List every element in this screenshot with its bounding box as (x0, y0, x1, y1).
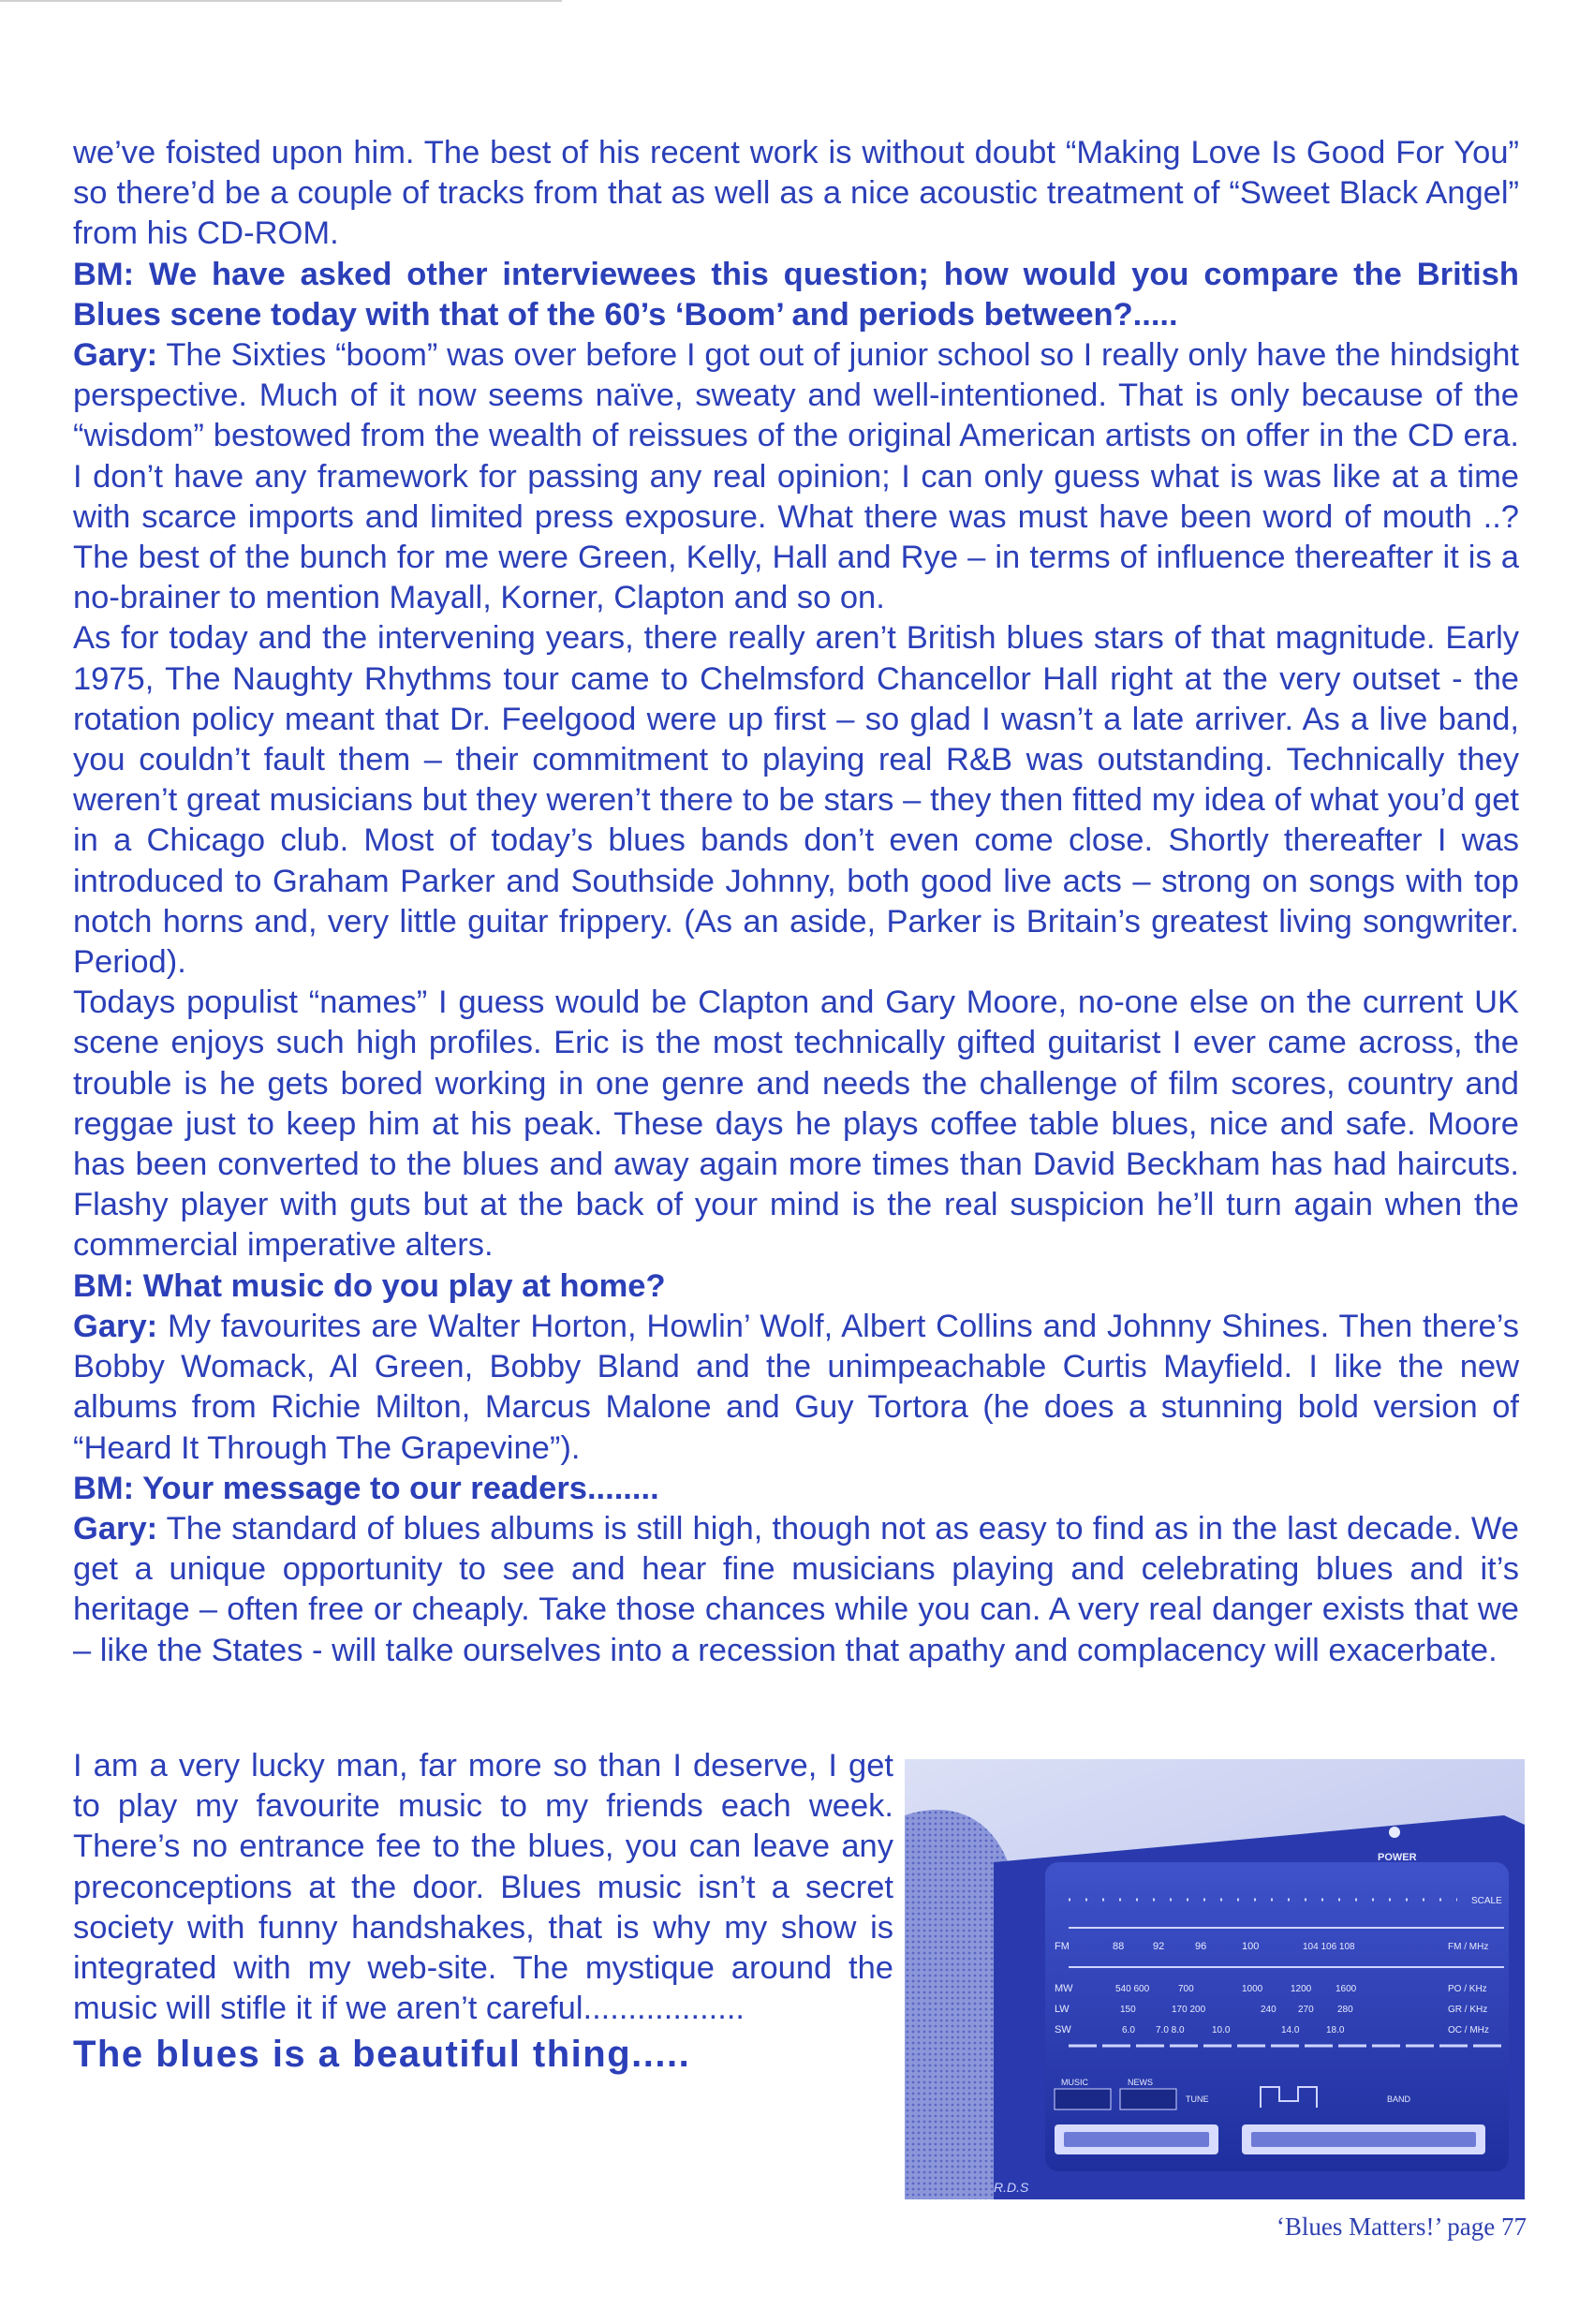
answer-1 (73, 335, 1519, 618)
page-footer: ‘Blues Matters!’ page 77 (1276, 2213, 1527, 2241)
fm-freq: 96 (1195, 1941, 1207, 1952)
fm-freq: 88 (1113, 1941, 1125, 1952)
cassette-window (1251, 2132, 1476, 2147)
closing-column (73, 1746, 893, 2078)
music-button (1055, 2089, 1111, 2109)
lw-freq: 170 200 (1172, 2005, 1206, 2015)
lw-freq: 270 (1298, 2005, 1314, 2015)
news-label: NEWS (1128, 2078, 1153, 2087)
article-body (73, 133, 1519, 1671)
cassette-window (1064, 2132, 1209, 2147)
sw-freq: 6.0 (1122, 2025, 1135, 2035)
tune-label: TUNE (1186, 2095, 1209, 2104)
lw-freq: 240 (1261, 2005, 1276, 2015)
question-3: BM: Your message to our readers........ (73, 1470, 659, 1506)
sw-freq: 18.0 (1326, 2025, 1345, 2035)
scale-label: SCALE (1471, 1896, 1502, 1906)
mw-freq: 1600 (1336, 1984, 1357, 1994)
closing-line: The blues is a beautiful thing..... (73, 2034, 691, 2076)
lw-label: LW (1055, 2004, 1070, 2015)
sw-freq: 7.0 8.0 (1156, 2025, 1185, 2035)
lw-freq: 280 (1337, 2005, 1353, 2015)
news-button (1120, 2089, 1176, 2109)
mw-unit: PO / KHz (1448, 1984, 1487, 1994)
answer-2-text: My favourites are Walter Horton, Howlin’ Wolf, Albert Collins and Johnny Shines. Then there’s Bobby Womack, Al Green, Bobby Bland and the unimpeachable Curtis Mayfield. I like the new albums from Richie Milton, Marcus Malone and Guy Tortora (he does a stunning bold version of “Heard It Through The Grapevine”). (73, 1308, 1519, 1466)
fm-freq: 100 (1242, 1941, 1260, 1952)
answer-1-text: The Sixties “boom” was over before I got out of junior school so I really only have the hindsight perspective. Much of it now seems naïve, sweaty and well-intentioned. That is only because of the “wisdom” bestowed from the wealth of reissues of the original American artists on offer in the CD era. I don’t have any framework for passing any real opinion; I can only guess what is was like at a time with scarce imports and limited press exposure. What there was must have been word of mouth ..? The best of the bunch for me were Green, Kelly, Hall and Rye – in terms of influence thereafter it is a no-brainer to mention Mayall, Korner, Clapton and so on. (73, 337, 1519, 616)
question-2: BM: What music do you play at home? (73, 1267, 666, 1304)
fm-freq: 104 106 108 (1303, 1942, 1355, 1952)
music-label: MUSIC (1061, 2078, 1088, 2087)
fm-freq: 92 (1153, 1941, 1165, 1952)
sw-unit: OC / MHz (1448, 2025, 1489, 2035)
speaker-label: Gary: (73, 1308, 158, 1344)
top-edge-rule (0, 0, 562, 2)
lw-unit: GR / KHz (1448, 2005, 1488, 2015)
radio-illustration (905, 1759, 1525, 2199)
sw-label: SW (1055, 2024, 1071, 2035)
speaker-label: Gary: (73, 1510, 158, 1547)
band-label: BAND (1387, 2095, 1411, 2104)
answer-3 (73, 1509, 1519, 1671)
mw-freq: 1000 (1242, 1984, 1263, 1994)
fm-label: FM (1055, 1941, 1070, 1952)
intro-paragraph: we’ve foisted upon him. The best of his recent work is without doubt “Making Love Is Good For You” so there’d be a couple of tracks from that as well as a nice acoustic treatment of “Sweet Black Angel” from his CD-ROM. (73, 135, 1519, 252)
answer-3-text: The standard of blues albums is still high, though not as easy to find as in the last decade. We get a unique opportunity to see and hear fine musicians playing and celebrating blues and it’s heritage – often free or cheaply. Take those chances while you can. A very real danger exists that we – like the States - will talke ourselves into a recession that apathy and complacency will exacerbate. (73, 1510, 1519, 1668)
mw-label: MW (1055, 1983, 1073, 1994)
sw-freq: 10.0 (1212, 2025, 1231, 2035)
answer-1-paragraph-2: As for today and the intervening years, there really aren’t British blues stars of that magnitude. Early 1975, The Naughty Rhythms tour came to Chelmsford Chancellor Hall right at the very outset - the rotation policy meant that Dr. Feelgood were up first – so glad I wasn’t a late arriver. As a live band, you couldn’t fault them – their commitment to playing real R&B was outstanding. Technically they weren’t great musicians but they weren’t there to be stars – they then fitted my idea of what you’d get in a Chicago club. Most of today’s blues bands don’t even come close. Shortly thereafter I was introduced to Graham Parker and Southside Johnny, both good live acts – strong on songs with top notch horns and, very little guitar frippery. (As an aside, Parker is Britain’s greatest living songwriter. Period). (73, 620, 1519, 981)
fm-unit: FM / MHz (1448, 1942, 1489, 1952)
answer-2 (73, 1307, 1519, 1469)
answer-1-paragraph-3: Todays populist “names” I guess would be Clapton and Gary Moore, no-one else on the current UK scene enjoys such high profiles. Eric is the most technically gifted guitarist I ever came across, the trouble is he gets bored working in one genre and needs the challenge of film scores, country and reggae just to keep him at his peak. These days he plays coffee table blues, nice and safe. Moore has been converted to the blues and away again more times than David Beckham has had haircuts. Flashy player with guts but at the back of your mind is the real suspicion he’ll turn again when the commercial imperative alters. (73, 984, 1519, 1264)
mw-freq: 700 (1178, 1984, 1194, 1994)
lw-freq: 150 (1120, 2005, 1136, 2015)
mw-freq: 1200 (1291, 1984, 1312, 1994)
question-1: BM: We have asked other interviewees this question; how would you compare the British Blues scene today with that of the 60’s ‘Boom’ and periods between?..... (73, 256, 1519, 333)
answer-3-paragraph-2: I am a very lucky man, far more so than I deserve, I get to play my favourite music to my friends each week. There’s no entrance fee to the blues, you can leave any preconceptions at the door. Blues music isn’t a secret society with funny handshakes, that is why my show is integrated with my web-site. The mystique around the music will stifle it if we aren’t careful.................. (73, 1748, 893, 2027)
radio-photo (905, 1759, 1525, 2199)
power-light (1389, 1827, 1400, 1838)
mw-freq: 540 600 (1115, 1984, 1150, 1994)
speaker-label: Gary: (73, 337, 158, 374)
power-label: POWER (1378, 1852, 1417, 1863)
brand-label: R.D.S (994, 2180, 1029, 2195)
sw-freq: 14.0 (1281, 2025, 1300, 2035)
